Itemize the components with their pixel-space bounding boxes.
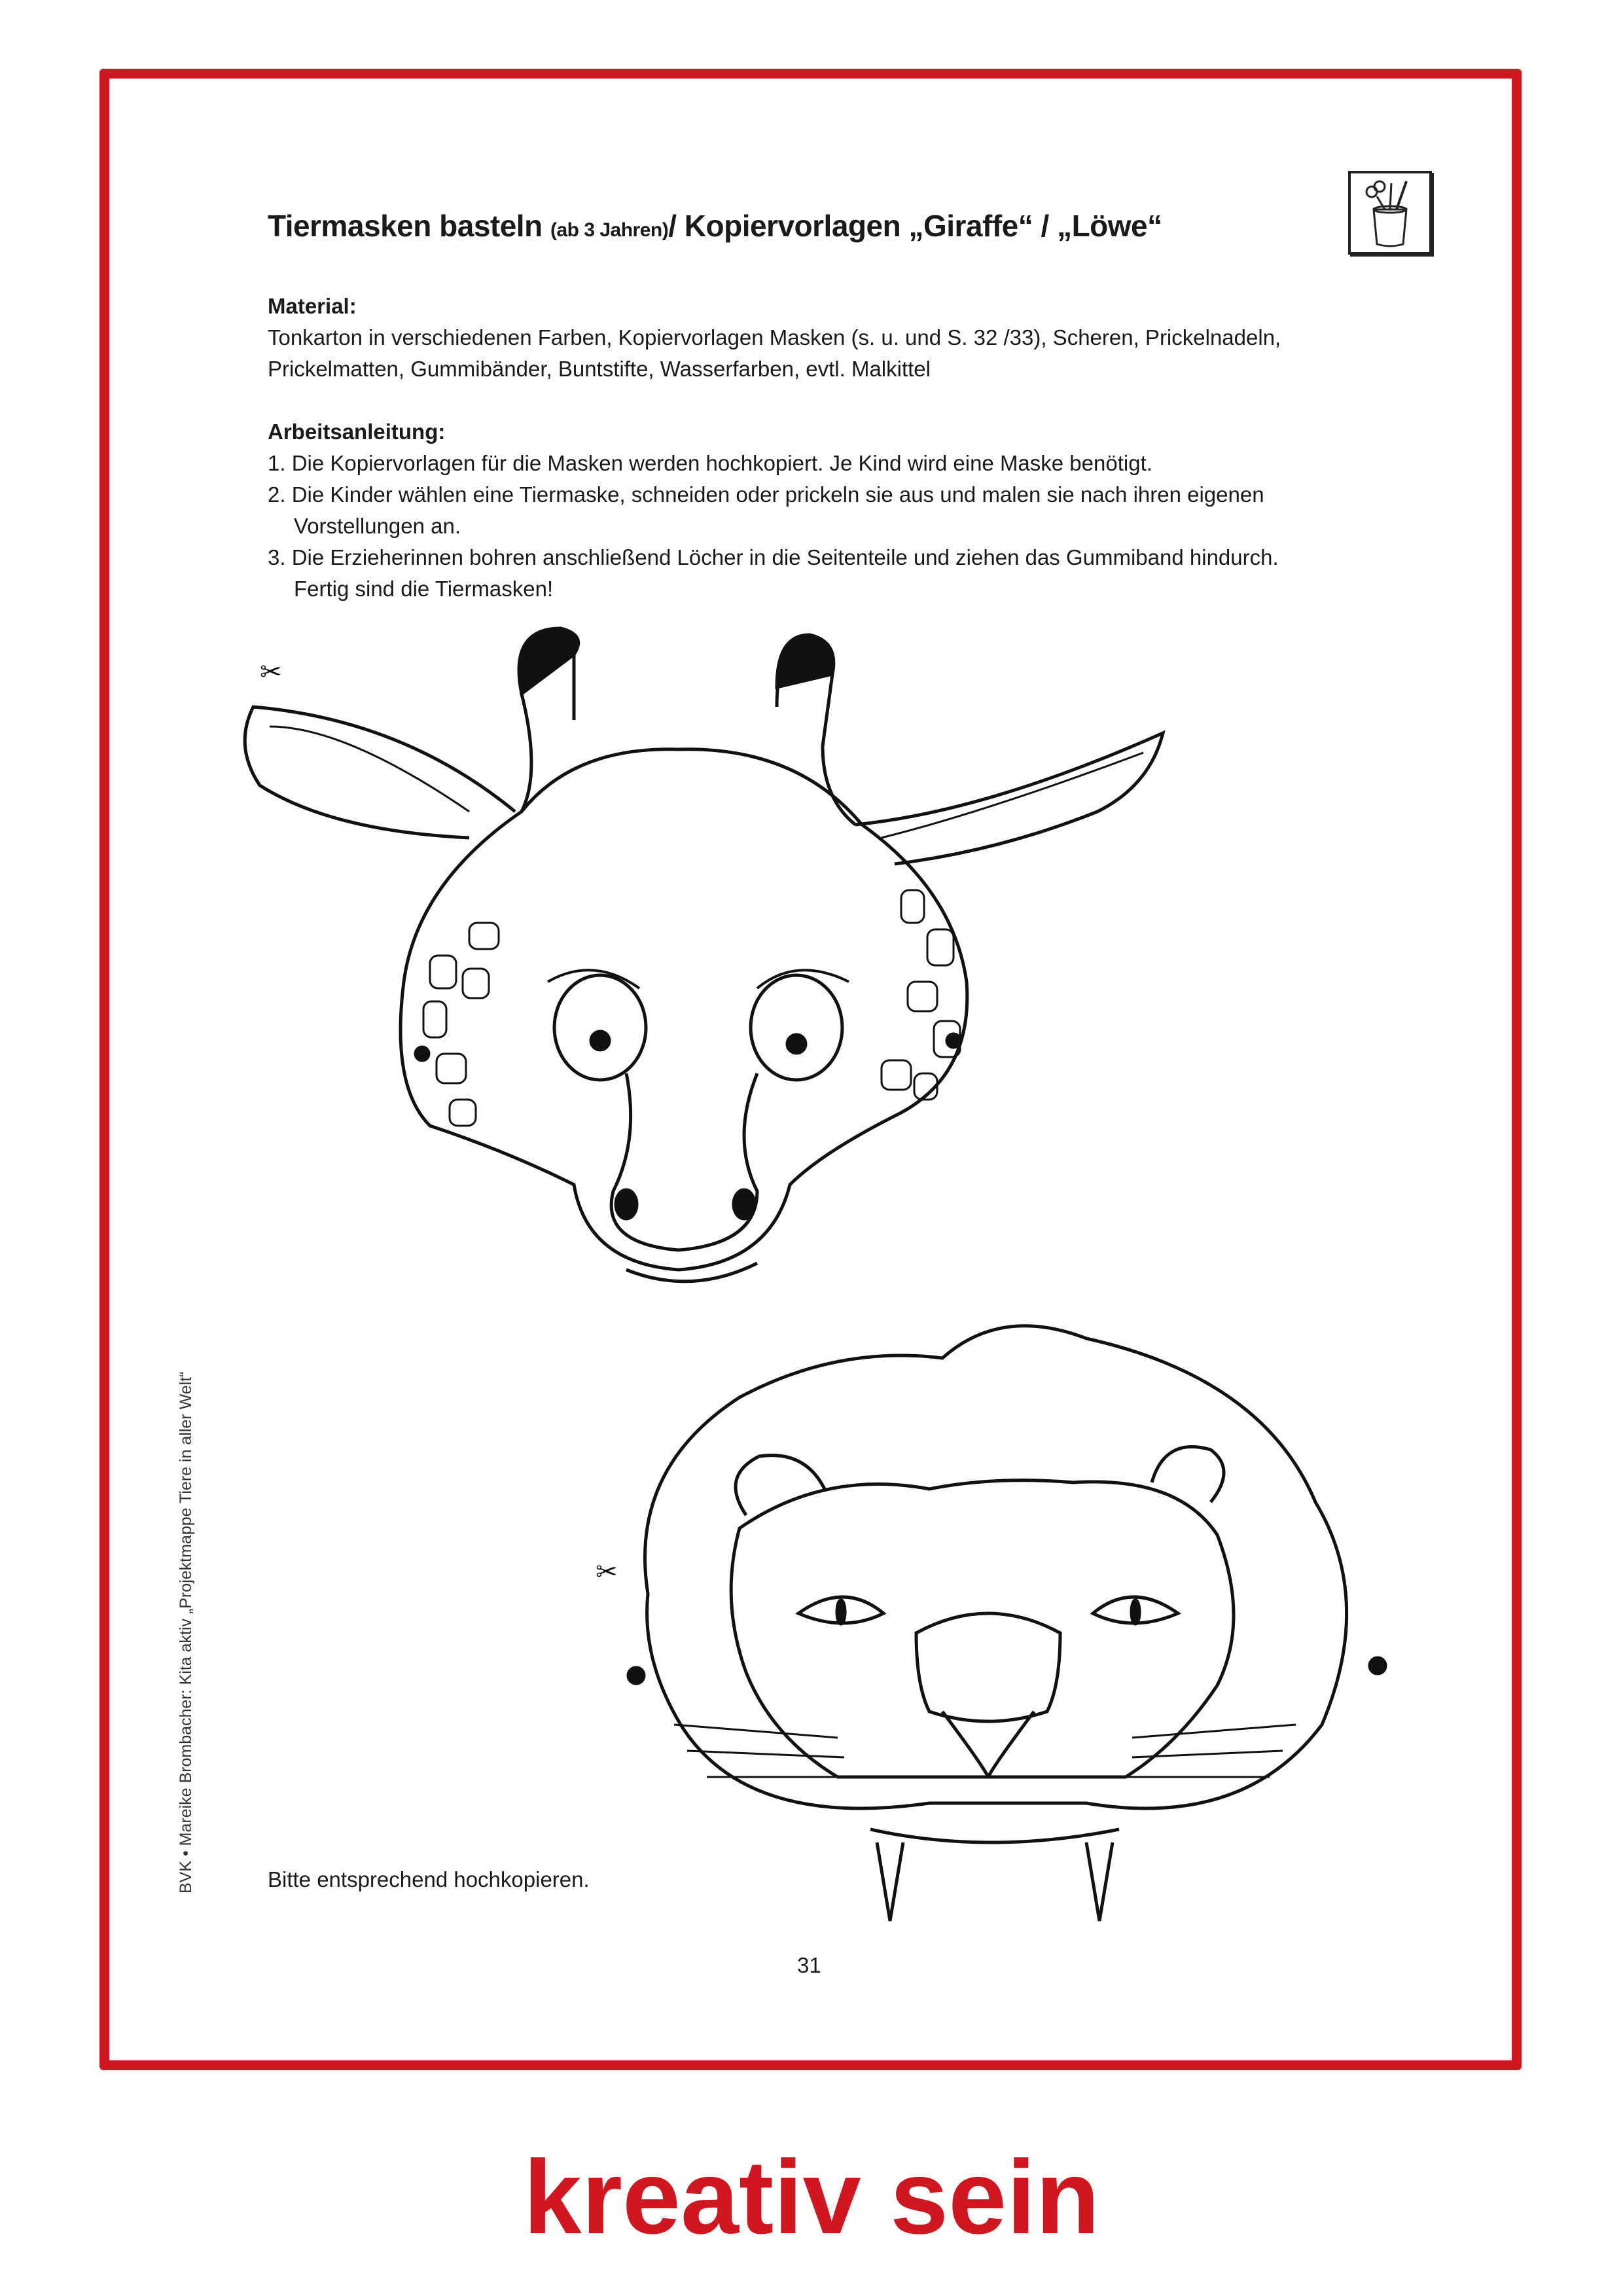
- title-rest: / Kopiervorlagen „Giraffe“ / „Löwe“: [668, 209, 1162, 243]
- instruction-step: 1. Die Kopiervorlagen für die Masken werden hochkopiert. Je Kind wird eine Maske benötigt.: [268, 451, 1152, 475]
- side-credit: BVK • Mareike Brombacher: Kita aktiv „Projektmappe Tiere in aller Welt“: [177, 1371, 195, 1893]
- pencil-cup-icon: [1348, 171, 1432, 255]
- footer-brand: kreativ sein: [523, 2138, 1100, 2255]
- instructions-heading: Arbeitsanleitung:: [268, 420, 446, 444]
- instructions-section: [268, 416, 1279, 605]
- material-heading: Material:: [268, 294, 357, 318]
- copy-note: Bitte entsprechend hochkopieren.: [268, 1867, 590, 1892]
- instruction-step: 2. Die Kinder wählen eine Tiermaske, schneiden oder prickeln sie aus und malen sie nach ihren eigenen: [268, 482, 1264, 507]
- material-section: [268, 291, 1281, 385]
- giraffe-mask-illustration: [234, 615, 1176, 1329]
- instruction-step-continued: Fertig sind die Tiermasken!: [294, 577, 554, 601]
- page-title: [268, 208, 1162, 243]
- scissors-icon: ✂: [596, 1558, 618, 1587]
- title-age: (ab 3 Jahren): [550, 219, 669, 241]
- page-number: 31: [797, 1953, 821, 1977]
- scissors-icon: ✂: [260, 658, 282, 687]
- lion-mask-illustration: [589, 1319, 1420, 1947]
- material-line: Tonkarton in verschiedenen Farben, Kopiervorlagen Masken (s. u. und S. 32 /33), Scheren, Prickelnadeln,: [268, 325, 1281, 350]
- instruction-step-continued: Vorstellungen an.: [294, 514, 461, 538]
- material-line: Prickelmatten, Gummibänder, Buntstifte, Wasserfarben, evtl. Malkittel: [268, 357, 931, 381]
- instruction-step: 3. Die Erzieherinnen bohren anschließend Löcher in die Seitenteile und ziehen das Gummiband hindurch.: [268, 545, 1279, 569]
- title-main: Tiermasken basteln: [268, 209, 543, 243]
